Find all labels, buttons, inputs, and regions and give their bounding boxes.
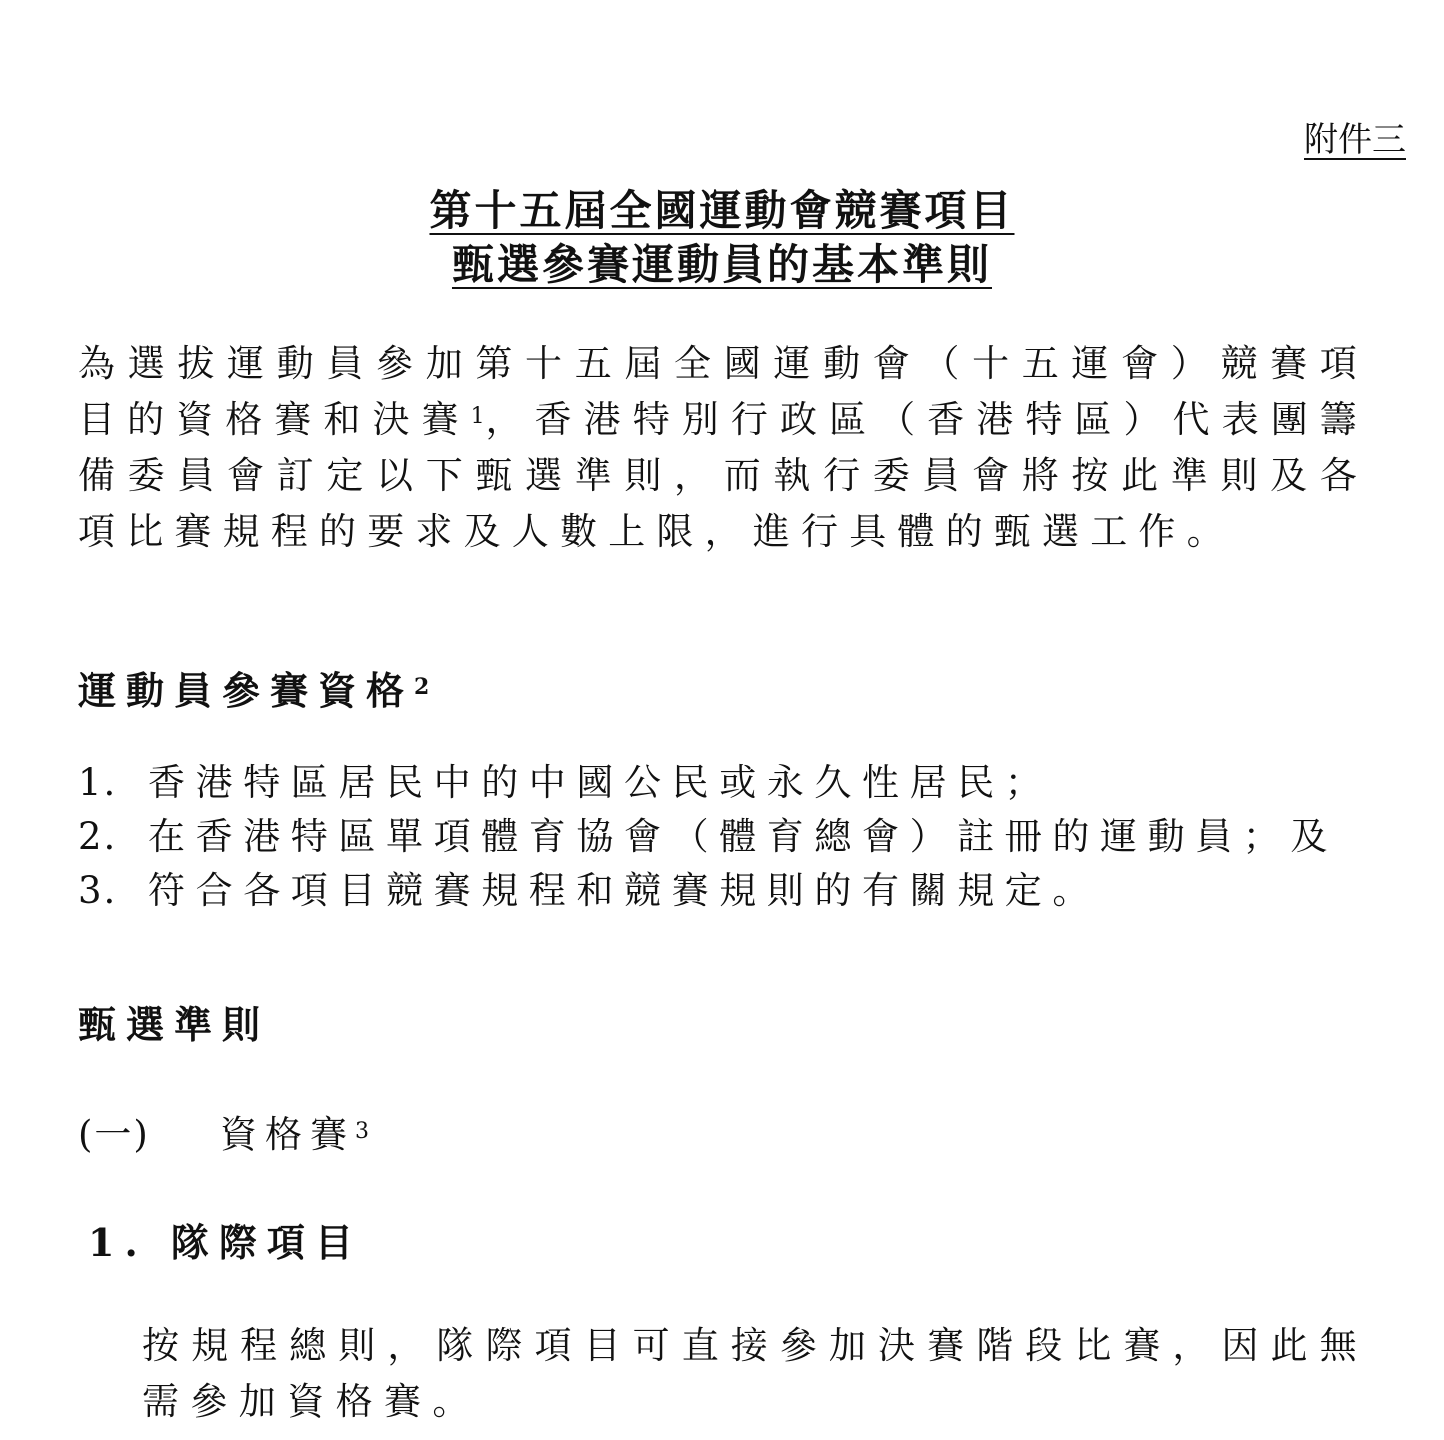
subsection-qualifiers (78, 1104, 369, 1158)
eligibility-heading-text: 運動員參賽資格 (78, 668, 415, 713)
footnote-marker-3[interactable]: 3 (355, 1118, 369, 1144)
document-title-line-2: 甄選參賽運動員的基本準則 (451, 240, 992, 289)
eligibility-list (78, 756, 1338, 918)
list-item-number: 2. (78, 815, 118, 858)
document-title-line-1: 第十五屆全國運動會競賽項目 (429, 186, 1015, 235)
criteria-heading: 甄選準則 (78, 1002, 271, 1047)
footnote-marker-2[interactable]: 2 (414, 674, 430, 701)
list-item (78, 864, 1338, 918)
eligibility-heading (78, 660, 429, 715)
intro-text-part-2: ，香港特別行政區（香港特區）代表團籌備委員會訂定以下甄選準則，而執行委員會將按此準則及各項比賽規程的要求及人數上限，進行具體的甄選工作。 (78, 398, 1368, 553)
footnote-marker-1[interactable]: 1 (470, 403, 485, 429)
team-events-heading (88, 1212, 363, 1267)
list-item-text: 香港特區居民中的中國公民或永久性居民； (148, 761, 1053, 804)
subsection-title (220, 1104, 369, 1158)
list-item-number: 1. (78, 761, 118, 804)
subsection-marker: (一) (78, 1113, 150, 1156)
list-item-number: 3. (78, 869, 118, 912)
team-events-number: 1. (88, 1220, 148, 1265)
list-item (78, 756, 1338, 810)
list-item-text: 在香港特區單項體育協會（體育總會）註冊的運動員；及 (148, 815, 1338, 858)
team-events-title: 隊際項目 (170, 1220, 363, 1265)
intro-paragraph (78, 336, 1368, 560)
list-item-text: 符合各項目競賽規程和競賽規則的有關規定。 (148, 869, 1100, 912)
team-events-paragraph: 按規程總則，隊際項目可直接參加決賽階段比賽，因此無需參加資格賽。 (142, 1324, 1368, 1423)
intro-text-part-1: 為選拔運動員參加第十五屆全國運動會（十五運會）競賽項目的資格賽和決賽 (78, 342, 1368, 441)
subsection-title-text: 資格賽 (220, 1113, 355, 1156)
annex-label: 附件三 (1304, 120, 1406, 160)
list-item (78, 810, 1338, 864)
